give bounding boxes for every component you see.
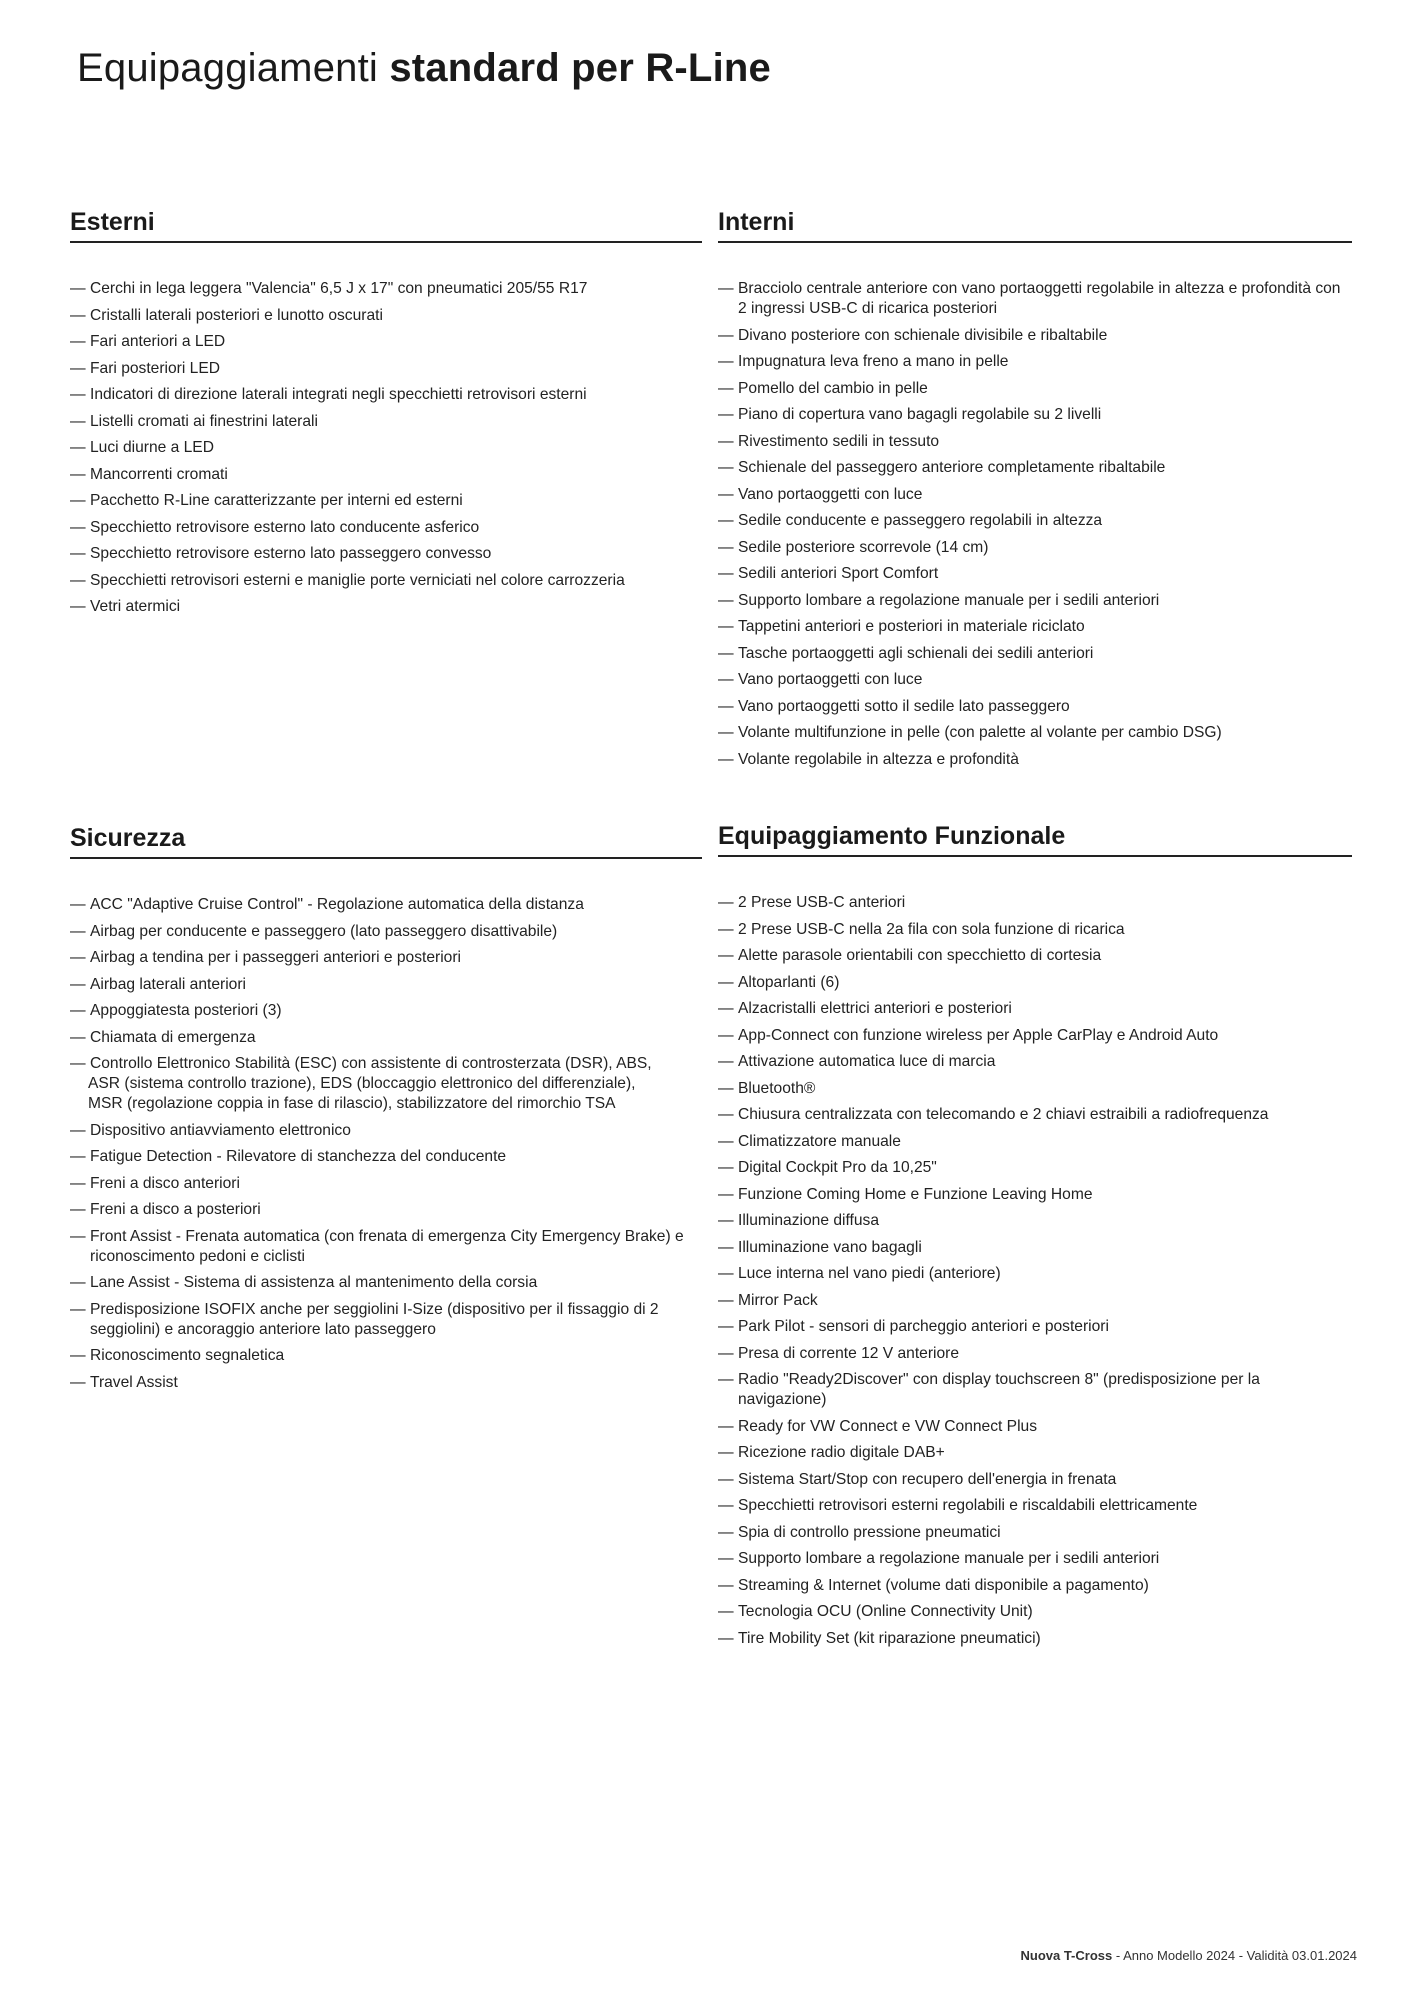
section-equipaggiamento-funzionale <box>718 822 1352 1655</box>
list-item: — Luci diurne a LED <box>70 438 702 458</box>
list-item: — Digital Cockpit Pro da 10,25" <box>718 1158 1352 1178</box>
list-item: — Climatizzatore manuale <box>718 1132 1352 1152</box>
list-item: — Airbag a tendina per i passeggeri anteriori e posteriori <box>70 948 702 968</box>
list-item: — Tire Mobility Set (kit riparazione pneumatici) <box>718 1629 1352 1649</box>
section-sicurezza <box>70 824 702 1399</box>
list-item: — ACC "Adaptive Cruise Control" - Regolazione automatica della distanza <box>70 895 702 915</box>
footer-text: - Anno Modello 2024 - Validità 03.01.2024 <box>1112 1948 1357 1963</box>
list-item: — Riconoscimento segnaletica <box>70 1346 702 1366</box>
list-item: — Rivestimento sedili in tessuto <box>718 432 1352 452</box>
list-item: — Tasche portaoggetti agli schienali dei sedili anteriori <box>718 644 1352 664</box>
list-item: — Mirror Pack <box>718 1291 1352 1311</box>
list-item: — Radio "Ready2Discover" con display touchscreen 8" (predisposizione per la navigazione) <box>718 1370 1352 1410</box>
list-item: — Funzione Coming Home e Funzione Leaving Home <box>718 1185 1352 1205</box>
list-item: — Bracciolo centrale anteriore con vano portaoggetti regolabile in altezza e profondità con 2 ingressi USB-C di ricarica posteriori <box>718 279 1352 319</box>
list-item: — Mancorrenti cromati <box>70 465 702 485</box>
list-item: — Fari anteriori a LED <box>70 332 702 352</box>
list-item: — Chiusura centralizzata con telecomando e 2 chiavi estraibili a radiofrequenza <box>718 1105 1352 1125</box>
list-item: — Pacchetto R-Line caratterizzante per interni ed esterni <box>70 491 702 511</box>
list-item: — 2 Prese USB-C nella 2a fila con sola funzione di ricarica <box>718 920 1352 940</box>
list-item: — Ricezione radio digitale DAB+ <box>718 1443 1352 1463</box>
list-item: — Travel Assist <box>70 1373 702 1393</box>
list-item: — Bluetooth® <box>718 1079 1352 1099</box>
list-item: — Specchietti retrovisori esterni regolabili e riscaldabili elettricamente <box>718 1496 1352 1516</box>
list-item: MSR (regolazione coppia in fase di rilascio), stabilizzatore del rimorchio TSA <box>88 1095 616 1112</box>
list-item: — App-Connect con funzione wireless per Apple CarPlay e Android Auto <box>718 1026 1352 1046</box>
footer <box>1020 1948 1357 1963</box>
list-item: — Specchietto retrovisore esterno lato passeggero convesso <box>70 544 702 564</box>
section-heading: Esterni <box>70 208 702 243</box>
list-item: — Specchietto retrovisore esterno lato conducente asferico <box>70 518 702 538</box>
list-item: — Luce interna nel vano piedi (anteriore) <box>718 1264 1352 1284</box>
list-item: — Appoggiatesta posteriori (3) <box>70 1001 702 1021</box>
list-item: — Pomello del cambio in pelle <box>718 379 1352 399</box>
list-item: — Sedile posteriore scorrevole (14 cm) <box>718 538 1352 558</box>
list-item: — Airbag laterali anteriori <box>70 975 702 995</box>
list-item: — Presa di corrente 12 V anteriore <box>718 1344 1352 1364</box>
list-item: — Altoparlanti (6) <box>718 973 1352 993</box>
list-item: — Sedili anteriori Sport Comfort <box>718 564 1352 584</box>
list-item: — Listelli cromati ai finestrini laterali <box>70 412 702 432</box>
section-interni <box>718 208 1352 776</box>
list-item: — Vano portaoggetti con luce <box>718 485 1352 505</box>
list-item: — Controllo Elettronico Stabilità (ESC) con assistente di controsterzata (DSR), ABS, <box>70 1054 702 1074</box>
list-item: — Predisposizione ISOFIX anche per seggiolini I-Size (dispositivo per il fissaggio di 2 seggiolini) e ancoraggio anteriore lato passeggero <box>70 1300 702 1340</box>
page-title <box>77 46 771 91</box>
list-item: — Illuminazione diffusa <box>718 1211 1352 1231</box>
list-item: — Dispositivo antiavviamento elettronico <box>70 1121 702 1141</box>
list-item: — Front Assist - Frenata automatica (con frenata di emergenza City Emergency Brake) e riconoscimento pedoni e ciclisti <box>70 1227 702 1267</box>
list-item: — Impugnatura leva freno a mano in pelle <box>718 352 1352 372</box>
page-title-light: Equipaggiamenti <box>77 46 378 90</box>
list-item: — Sedile conducente e passeggero regolabili in altezza <box>718 511 1352 531</box>
feature-list <box>718 279 1352 770</box>
page-title-bold: standard per R-Line <box>389 46 771 90</box>
list-item: — Supporto lombare a regolazione manuale per i sedili anteriori <box>718 591 1352 611</box>
list-item: — Ready for VW Connect e VW Connect Plus <box>718 1417 1352 1437</box>
list-item: — Supporto lombare a regolazione manuale per i sedili anteriori <box>718 1549 1352 1569</box>
list-item: — Vano portaoggetti sotto il sedile lato passeggero <box>718 697 1352 717</box>
list-item: — Fatigue Detection - Rilevatore di stanchezza del conducente <box>70 1147 702 1167</box>
list-item: — Volante multifunzione in pelle (con palette al volante per cambio DSG) <box>718 723 1352 743</box>
list-item: — Lane Assist - Sistema di assistenza al mantenimento della corsia <box>70 1273 702 1293</box>
list-item: — Alette parasole orientabili con specchietto di cortesia <box>718 946 1352 966</box>
list-item: — Attivazione automatica luce di marcia <box>718 1052 1352 1072</box>
list-item: — Vetri atermici <box>70 597 702 617</box>
list-item: — Divano posteriore con schienale divisibile e ribaltabile <box>718 326 1352 346</box>
list-item: — Alzacristalli elettrici anteriori e posteriori <box>718 999 1352 1019</box>
section-heading: Interni <box>718 208 1352 243</box>
list-item: — Chiamata di emergenza <box>70 1028 702 1048</box>
list-item: — Volante regolabile in altezza e profondità <box>718 750 1352 770</box>
list-item: — Indicatori di direzione laterali integrati negli specchietti retrovisori esterni <box>70 385 702 405</box>
list-item: — Tecnologia OCU (Online Connectivity Unit) <box>718 1602 1352 1622</box>
feature-list <box>718 893 1352 1649</box>
list-item: — Freni a disco a posteriori <box>70 1200 702 1220</box>
list-item: — Cristalli laterali posteriori e lunotto oscurati <box>70 306 702 326</box>
section-esterni <box>70 208 702 624</box>
list-item: — Piano di copertura vano bagagli regolabile su 2 livelli <box>718 405 1352 425</box>
list-item: — Spia di controllo pressione pneumatici <box>718 1523 1352 1543</box>
feature-list <box>70 895 702 1393</box>
list-item: — Airbag per conducente e passeggero (lato passeggero disattivabile) <box>70 922 702 942</box>
list-item: — 2 Prese USB-C anteriori <box>718 893 1352 913</box>
list-item: — Fari posteriori LED <box>70 359 702 379</box>
feature-list <box>70 279 702 617</box>
list-item: — Illuminazione vano bagagli <box>718 1238 1352 1258</box>
list-item: — Tappetini anteriori e posteriori in materiale riciclato <box>718 617 1352 637</box>
list-item: — Freni a disco anteriori <box>70 1174 702 1194</box>
section-heading: Equipaggiamento Funzionale <box>718 822 1352 857</box>
list-item: — Streaming & Internet (volume dati disponibile a pagamento) <box>718 1576 1352 1596</box>
list-item: — Specchietti retrovisori esterni e maniglie porte verniciati nel colore carrozzeria <box>70 571 702 591</box>
section-heading: Sicurezza <box>70 824 702 859</box>
footer-brand: Nuova T-Cross <box>1020 1948 1113 1963</box>
list-item: — Cerchi in lega leggera "Valencia" 6,5 J x 17" con pneumatici 205/55 R17 <box>70 279 702 299</box>
list-item: — Schienale del passeggero anteriore completamente ribaltabile <box>718 458 1352 478</box>
list-item: — Vano portaoggetti con luce <box>718 670 1352 690</box>
list-item: ASR (sistema controllo trazione), EDS (bloccaggio elettronico del differenziale), <box>88 1075 636 1092</box>
list-item: — Park Pilot - sensori di parcheggio anteriori e posteriori <box>718 1317 1352 1337</box>
list-item: — Sistema Start/Stop con recupero dell'energia in frenata <box>718 1470 1352 1490</box>
